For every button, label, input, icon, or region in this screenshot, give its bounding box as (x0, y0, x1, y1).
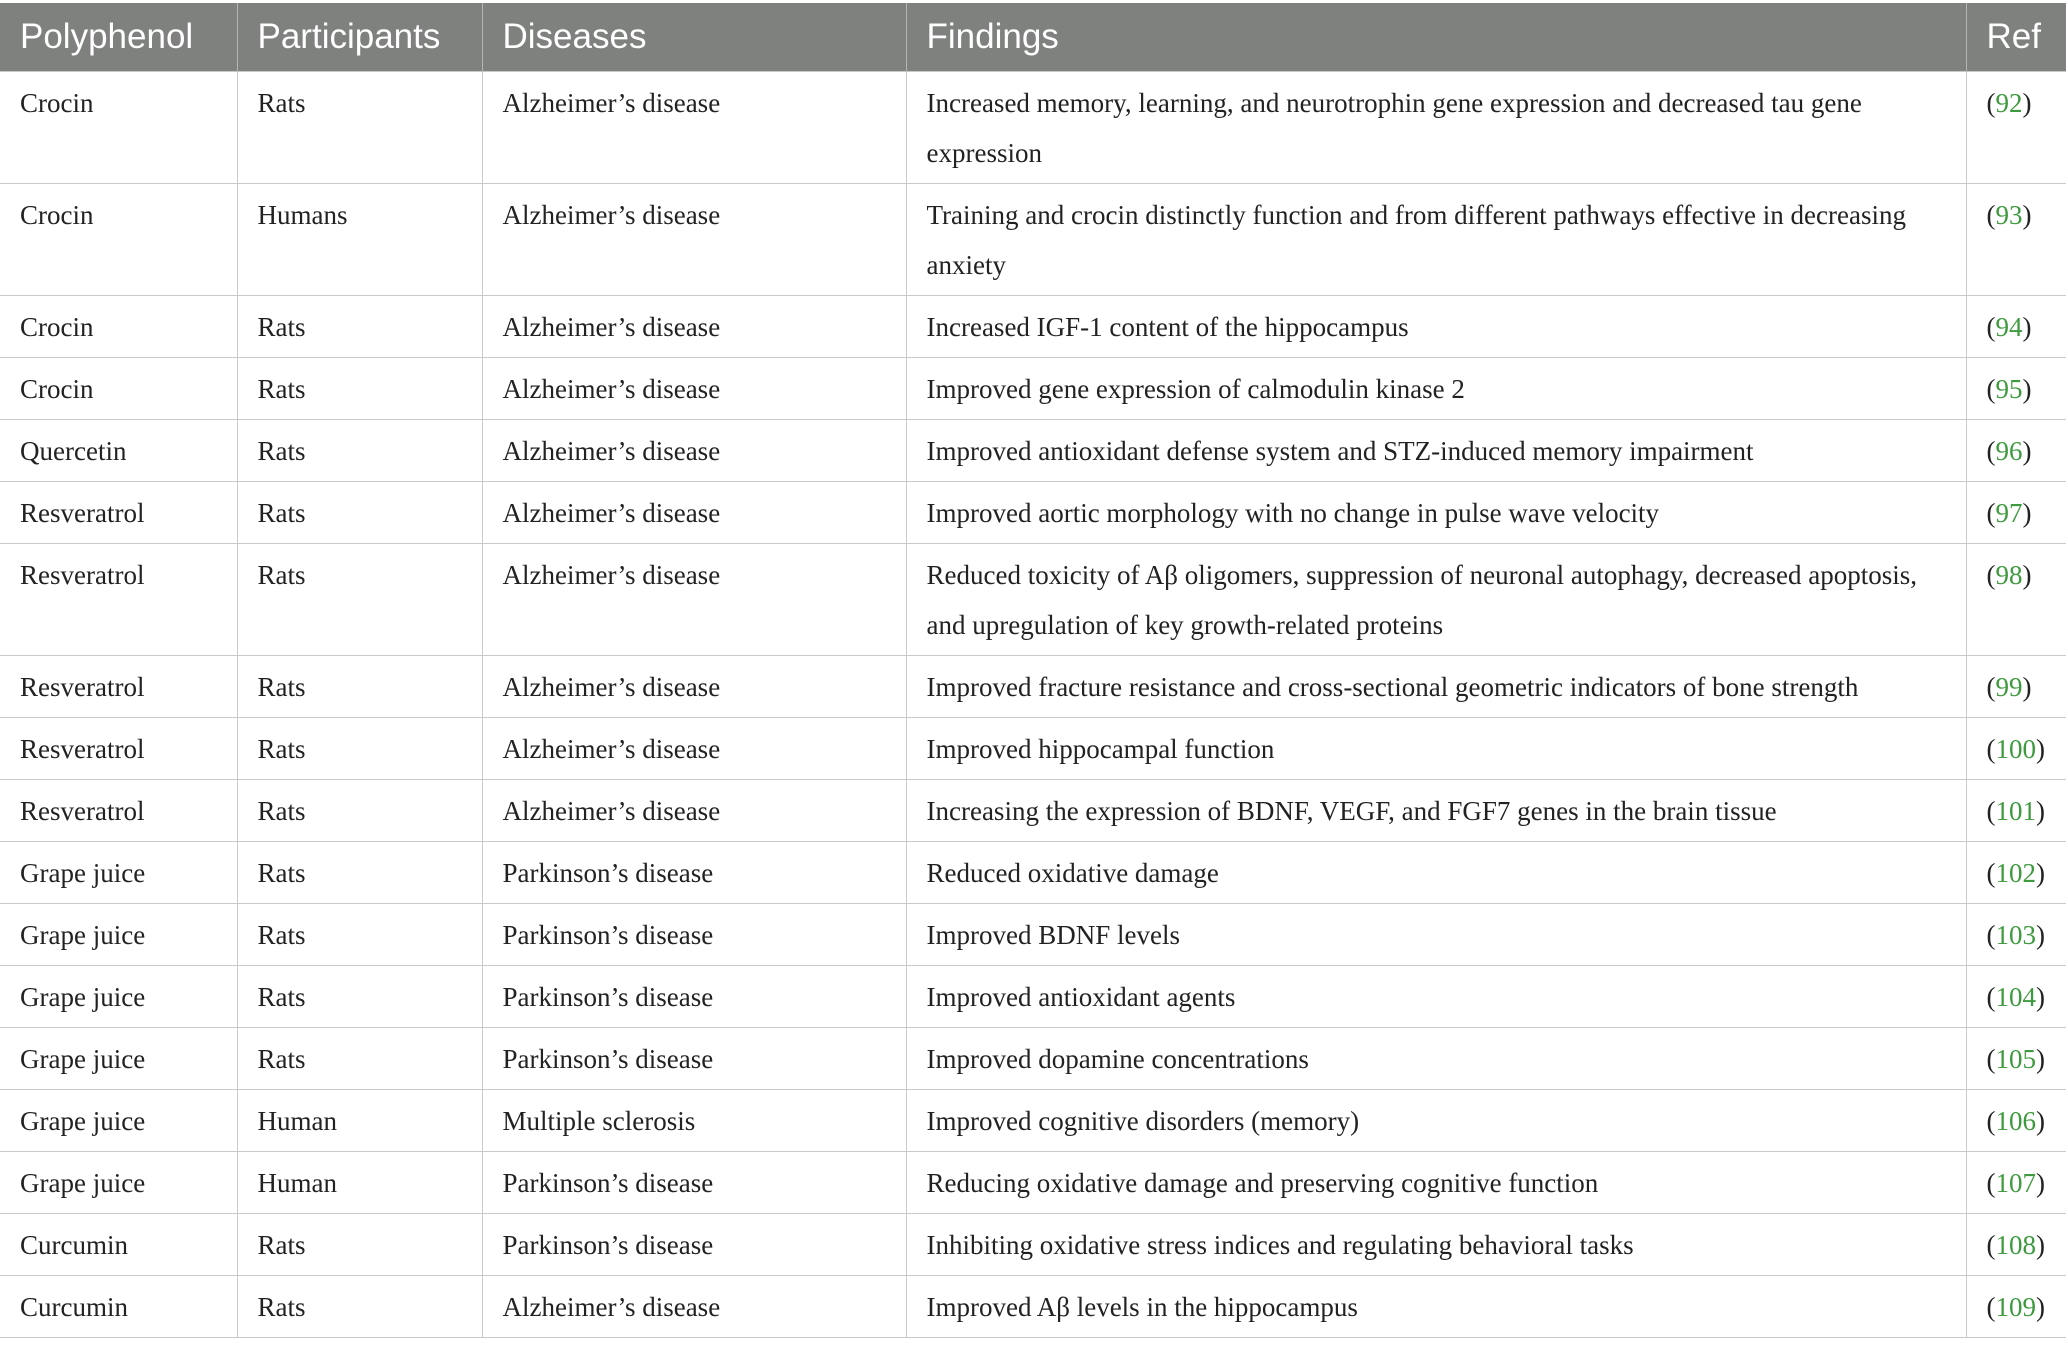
participants-cell: Rats (237, 420, 482, 482)
disease-cell: Alzheimer’s disease (482, 718, 906, 780)
polyphenol-cell: Resveratrol (0, 718, 237, 780)
disease-cell: Alzheimer’s disease (482, 482, 906, 544)
ref-paren-close: ) (2022, 88, 2032, 118)
disease-cell: Parkinson’s disease (482, 842, 906, 904)
disease-cell: Alzheimer’s disease (482, 358, 906, 420)
table-row (0, 718, 2066, 780)
participants-cell: Rats (237, 966, 482, 1028)
participants-cell: Rats (237, 780, 482, 842)
finding-cell: Inhibiting oxidative stress indices and regulating behavioral tasks (906, 1214, 1966, 1276)
polyphenol-cell: Resveratrol (0, 780, 237, 842)
header-participants: Participants (237, 3, 482, 72)
polyphenol-cell: Crocin (0, 296, 237, 358)
ref-cell (1966, 1152, 2066, 1214)
ref-link[interactable]: 103 (1995, 920, 2036, 950)
table-row (0, 1028, 2066, 1090)
ref-paren-close: ) (2022, 436, 2032, 466)
finding-cell: Increasing the expression of BDNF, VEGF, and FGF7 genes in the brain tissue (906, 780, 1966, 842)
polyphenol-cell: Resveratrol (0, 482, 237, 544)
disease-cell: Alzheimer’s disease (482, 420, 906, 482)
ref-link[interactable]: 99 (1995, 672, 2023, 702)
disease-cell: Multiple sclerosis (482, 1090, 906, 1152)
ref-link[interactable]: 97 (1995, 498, 2023, 528)
ref-paren-open: ( (1986, 920, 1996, 950)
ref-paren-open: ( (1986, 1230, 1996, 1260)
polyphenol-cell: Crocin (0, 358, 237, 420)
ref-cell (1966, 420, 2066, 482)
table-row (0, 72, 2066, 184)
polyphenol-cell: Crocin (0, 72, 237, 184)
header-diseases: Diseases (482, 3, 906, 72)
participants-cell: Human (237, 1090, 482, 1152)
participants-cell: Rats (237, 482, 482, 544)
ref-cell (1966, 1276, 2066, 1338)
polyphenol-cell: Quercetin (0, 420, 237, 482)
ref-paren-open: ( (1986, 734, 1996, 764)
participants-cell: Rats (237, 1028, 482, 1090)
participants-cell: Rats (237, 842, 482, 904)
finding-cell: Improved gene expression of calmodulin kinase 2 (906, 358, 1966, 420)
ref-paren-close: ) (2022, 312, 2032, 342)
polyphenol-table (0, 3, 2066, 1338)
ref-paren-open: ( (1986, 1168, 1996, 1198)
finding-cell: Improved cognitive disorders (memory) (906, 1090, 1966, 1152)
table-row (0, 656, 2066, 718)
ref-cell (1966, 842, 2066, 904)
ref-cell (1966, 718, 2066, 780)
ref-paren-open: ( (1986, 1044, 1996, 1074)
finding-cell: Improved hippocampal function (906, 718, 1966, 780)
polyphenol-cell: Curcumin (0, 1276, 237, 1338)
ref-link[interactable]: 93 (1995, 200, 2023, 230)
ref-paren-open: ( (1986, 672, 1996, 702)
finding-cell: Reduced toxicity of Aβ oligomers, suppression of neuronal autophagy, decreased apoptosis, and upregulation of key growth-related proteins (906, 544, 1966, 656)
ref-link[interactable]: 106 (1995, 1106, 2036, 1136)
ref-link[interactable]: 107 (1995, 1168, 2036, 1198)
finding-cell: Increased IGF-1 content of the hippocampus (906, 296, 1966, 358)
finding-cell: Increased memory, learning, and neurotrophin gene expression and decreased tau gene expression (906, 72, 1966, 184)
ref-paren-close: ) (2036, 1106, 2045, 1136)
ref-paren-close: ) (2036, 1168, 2045, 1198)
participants-cell: Rats (237, 1214, 482, 1276)
disease-cell: Alzheimer’s disease (482, 1276, 906, 1338)
finding-cell: Improved BDNF levels (906, 904, 1966, 966)
header-polyphenol: Polyphenol (0, 3, 237, 72)
participants-cell: Rats (237, 544, 482, 656)
ref-paren-open: ( (1986, 436, 1996, 466)
participants-cell: Rats (237, 656, 482, 718)
ref-paren-open: ( (1986, 1292, 1996, 1322)
participants-cell: Humans (237, 184, 482, 296)
disease-cell: Parkinson’s disease (482, 904, 906, 966)
ref-cell (1966, 544, 2066, 656)
table-row (0, 1090, 2066, 1152)
table-row (0, 184, 2066, 296)
table-header (0, 3, 2066, 72)
ref-paren-open: ( (1986, 374, 1996, 404)
finding-cell: Improved dopamine concentrations (906, 1028, 1966, 1090)
polyphenol-cell: Resveratrol (0, 656, 237, 718)
ref-paren-close: ) (2036, 920, 2045, 950)
ref-paren-open: ( (1986, 200, 1996, 230)
disease-cell: Alzheimer’s disease (482, 72, 906, 184)
ref-link[interactable]: 102 (1995, 858, 2036, 888)
polyphenol-cell: Resveratrol (0, 544, 237, 656)
finding-cell: Improved fracture resistance and cross-sectional geometric indicators of bone strength (906, 656, 1966, 718)
finding-cell: Reduced oxidative damage (906, 842, 1966, 904)
table-row (0, 358, 2066, 420)
ref-link[interactable]: 100 (1995, 734, 2036, 764)
polyphenol-cell: Crocin (0, 184, 237, 296)
polyphenol-cell: Grape juice (0, 1152, 237, 1214)
ref-cell (1966, 72, 2066, 184)
table-row (0, 1214, 2066, 1276)
table-container (0, 3, 2066, 1338)
ref-link[interactable]: 95 (1995, 374, 2023, 404)
polyphenol-cell: Grape juice (0, 966, 237, 1028)
ref-cell (1966, 1028, 2066, 1090)
table-row (0, 842, 2066, 904)
ref-cell (1966, 296, 2066, 358)
finding-cell: Improved aortic morphology with no change in pulse wave velocity (906, 482, 1966, 544)
header-ref: Ref (1966, 3, 2066, 72)
polyphenol-cell: Grape juice (0, 1090, 237, 1152)
ref-link[interactable]: 104 (1995, 982, 2036, 1012)
table-row (0, 1276, 2066, 1338)
ref-cell (1966, 966, 2066, 1028)
ref-link[interactable]: 109 (1995, 1292, 2036, 1322)
ref-paren-open: ( (1986, 858, 1996, 888)
ref-link[interactable]: 94 (1995, 312, 2023, 342)
ref-paren-close: ) (2022, 200, 2032, 230)
ref-cell (1966, 656, 2066, 718)
ref-paren-close: ) (2036, 982, 2045, 1012)
ref-paren-open: ( (1986, 1106, 1996, 1136)
ref-paren-open: ( (1986, 498, 1996, 528)
ref-paren-open: ( (1986, 982, 1996, 1012)
participants-cell: Rats (237, 296, 482, 358)
ref-cell (1966, 482, 2066, 544)
participants-cell: Rats (237, 1276, 482, 1338)
ref-link[interactable]: 96 (1995, 436, 2023, 466)
header-row (0, 3, 2066, 72)
polyphenol-cell: Grape juice (0, 842, 237, 904)
table-row (0, 296, 2066, 358)
ref-paren-close: ) (2036, 1044, 2045, 1074)
ref-paren-close: ) (2036, 858, 2045, 888)
disease-cell: Parkinson’s disease (482, 1214, 906, 1276)
participants-cell: Rats (237, 718, 482, 780)
disease-cell: Alzheimer’s disease (482, 780, 906, 842)
participants-cell: Human (237, 1152, 482, 1214)
ref-paren-open: ( (1986, 88, 1996, 118)
ref-paren-close: ) (2022, 672, 2032, 702)
disease-cell: Alzheimer’s disease (482, 656, 906, 718)
finding-cell: Training and crocin distinctly function and from different pathways effective in decreasing anxiety (906, 184, 1966, 296)
ref-paren-close: ) (2036, 1230, 2045, 1260)
disease-cell: Alzheimer’s disease (482, 296, 906, 358)
finding-cell: Improved antioxidant agents (906, 966, 1966, 1028)
ref-paren-open: ( (1986, 312, 1996, 342)
ref-cell (1966, 1214, 2066, 1276)
participants-cell: Rats (237, 358, 482, 420)
finding-cell: Reducing oxidative damage and preserving cognitive function (906, 1152, 1966, 1214)
header-findings: Findings (906, 3, 1966, 72)
ref-link[interactable]: 105 (1995, 1044, 2036, 1074)
table-row (0, 780, 2066, 842)
table-row (0, 544, 2066, 656)
ref-paren-close: ) (2022, 374, 2032, 404)
ref-cell (1966, 358, 2066, 420)
ref-paren-open: ( (1986, 560, 1996, 590)
ref-paren-close: ) (2036, 796, 2045, 826)
ref-paren-close: ) (2022, 560, 2032, 590)
ref-cell (1966, 184, 2066, 296)
ref-link[interactable]: 101 (1995, 796, 2036, 826)
ref-cell (1966, 780, 2066, 842)
polyphenol-cell: Grape juice (0, 1028, 237, 1090)
ref-paren-close: ) (2036, 1292, 2045, 1322)
ref-paren-close: ) (2036, 734, 2045, 764)
disease-cell: Parkinson’s disease (482, 1028, 906, 1090)
table-row (0, 482, 2066, 544)
ref-link[interactable]: 108 (1995, 1230, 2036, 1260)
table-body (0, 72, 2066, 1338)
disease-cell: Alzheimer’s disease (482, 544, 906, 656)
finding-cell: Improved antioxidant defense system and STZ-induced memory impairment (906, 420, 1966, 482)
table-row (0, 904, 2066, 966)
participants-cell: Rats (237, 72, 482, 184)
ref-cell (1966, 904, 2066, 966)
finding-cell: Improved Aβ levels in the hippocampus (906, 1276, 1966, 1338)
disease-cell: Alzheimer’s disease (482, 184, 906, 296)
polyphenol-cell: Curcumin (0, 1214, 237, 1276)
disease-cell: Parkinson’s disease (482, 1152, 906, 1214)
ref-link[interactable]: 92 (1995, 88, 2023, 118)
participants-cell: Rats (237, 904, 482, 966)
disease-cell: Parkinson’s disease (482, 966, 906, 1028)
polyphenol-cell: Grape juice (0, 904, 237, 966)
ref-link[interactable]: 98 (1995, 560, 2023, 590)
ref-paren-open: ( (1986, 796, 1996, 826)
table-row (0, 1152, 2066, 1214)
table-row (0, 420, 2066, 482)
table-row (0, 966, 2066, 1028)
ref-cell (1966, 1090, 2066, 1152)
ref-paren-close: ) (2022, 498, 2032, 528)
